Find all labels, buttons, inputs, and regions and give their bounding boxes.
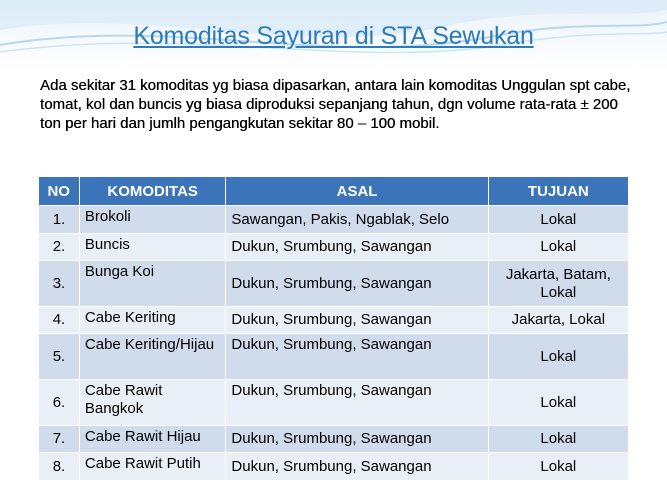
table-row [39, 234, 629, 261]
row-asal: Dukun, Srumbung, Sawangan [226, 234, 488, 261]
table-row [39, 453, 629, 481]
row-no: 2. [39, 234, 80, 261]
table-row [39, 307, 629, 334]
row-komoditas: Cabe Keriting/Hijau [79, 334, 226, 380]
table-header-row [39, 177, 629, 206]
row-tujuan: Jakarta, Lokal [488, 307, 628, 334]
row-tujuan: Lokal [488, 234, 628, 261]
row-komoditas: Cabe Rawit Bangkok [79, 380, 226, 426]
row-asal: Dukun, Srumbung, Sawangan [226, 261, 488, 307]
row-asal: Dukun, Srumbung, Sawangan [226, 334, 488, 380]
row-tujuan: Lokal [488, 426, 628, 453]
row-komoditas: Bunga Koi [79, 261, 226, 307]
row-tujuan: Lokal [488, 380, 628, 426]
row-no: 8. [39, 453, 80, 481]
row-asal: Dukun, Srumbung, Sawangan [226, 426, 488, 453]
intro-paragraph: Ada sekitar 31 komoditas yg biasa dipasarkan, antara lain komoditas Unggulan spt cabe, tomat, kol dan buncis yg biasa diproduksi sepanjang tahun, dgn volume rata-rata ± 200 ton per hari dan jumlh pengangkutan sekitar 80 – 100 mobil. [40, 77, 631, 132]
row-asal: Dukun, Srumbung, Sawangan [226, 453, 488, 481]
row-komoditas: Buncis [79, 234, 226, 261]
table-row [39, 334, 629, 380]
row-no: 1. [39, 206, 80, 234]
row-komoditas: Cabe Keriting [79, 307, 226, 334]
row-asal: Dukun, Srumbung, Sawangan [226, 307, 488, 334]
header-komoditas: KOMODITAS [79, 177, 226, 206]
row-komoditas: Brokoli [79, 206, 226, 234]
header-tujuan: TUJUAN [488, 177, 628, 206]
row-asal: Dukun, Srumbung, Sawangan [226, 380, 488, 426]
row-no: 3. [39, 261, 80, 307]
row-komoditas: Cabe Rawit Hijau [79, 426, 226, 453]
header-no: NO [39, 177, 80, 206]
row-tujuan: Lokal [488, 453, 628, 481]
row-asal: Sawangan, Pakis, Ngablak, Selo [226, 206, 488, 234]
row-no: 4. [39, 307, 80, 334]
row-no: 7. [39, 426, 80, 453]
row-no: 5. [39, 334, 80, 380]
table-row [39, 380, 629, 426]
table-row [39, 206, 629, 234]
row-komoditas: Cabe Rawit Putih [79, 453, 226, 481]
row-tujuan: Lokal [488, 206, 628, 234]
slide-title: Komoditas Sayuran di STA Sewukan [133, 22, 534, 50]
row-tujuan: Jakarta, Batam, Lokal [488, 261, 628, 307]
table-row [39, 261, 629, 307]
komoditas-table [38, 177, 629, 481]
row-tujuan: Lokal [488, 334, 628, 380]
header-asal: ASAL [226, 177, 488, 206]
row-no: 6. [39, 380, 80, 426]
table-row [39, 426, 629, 453]
